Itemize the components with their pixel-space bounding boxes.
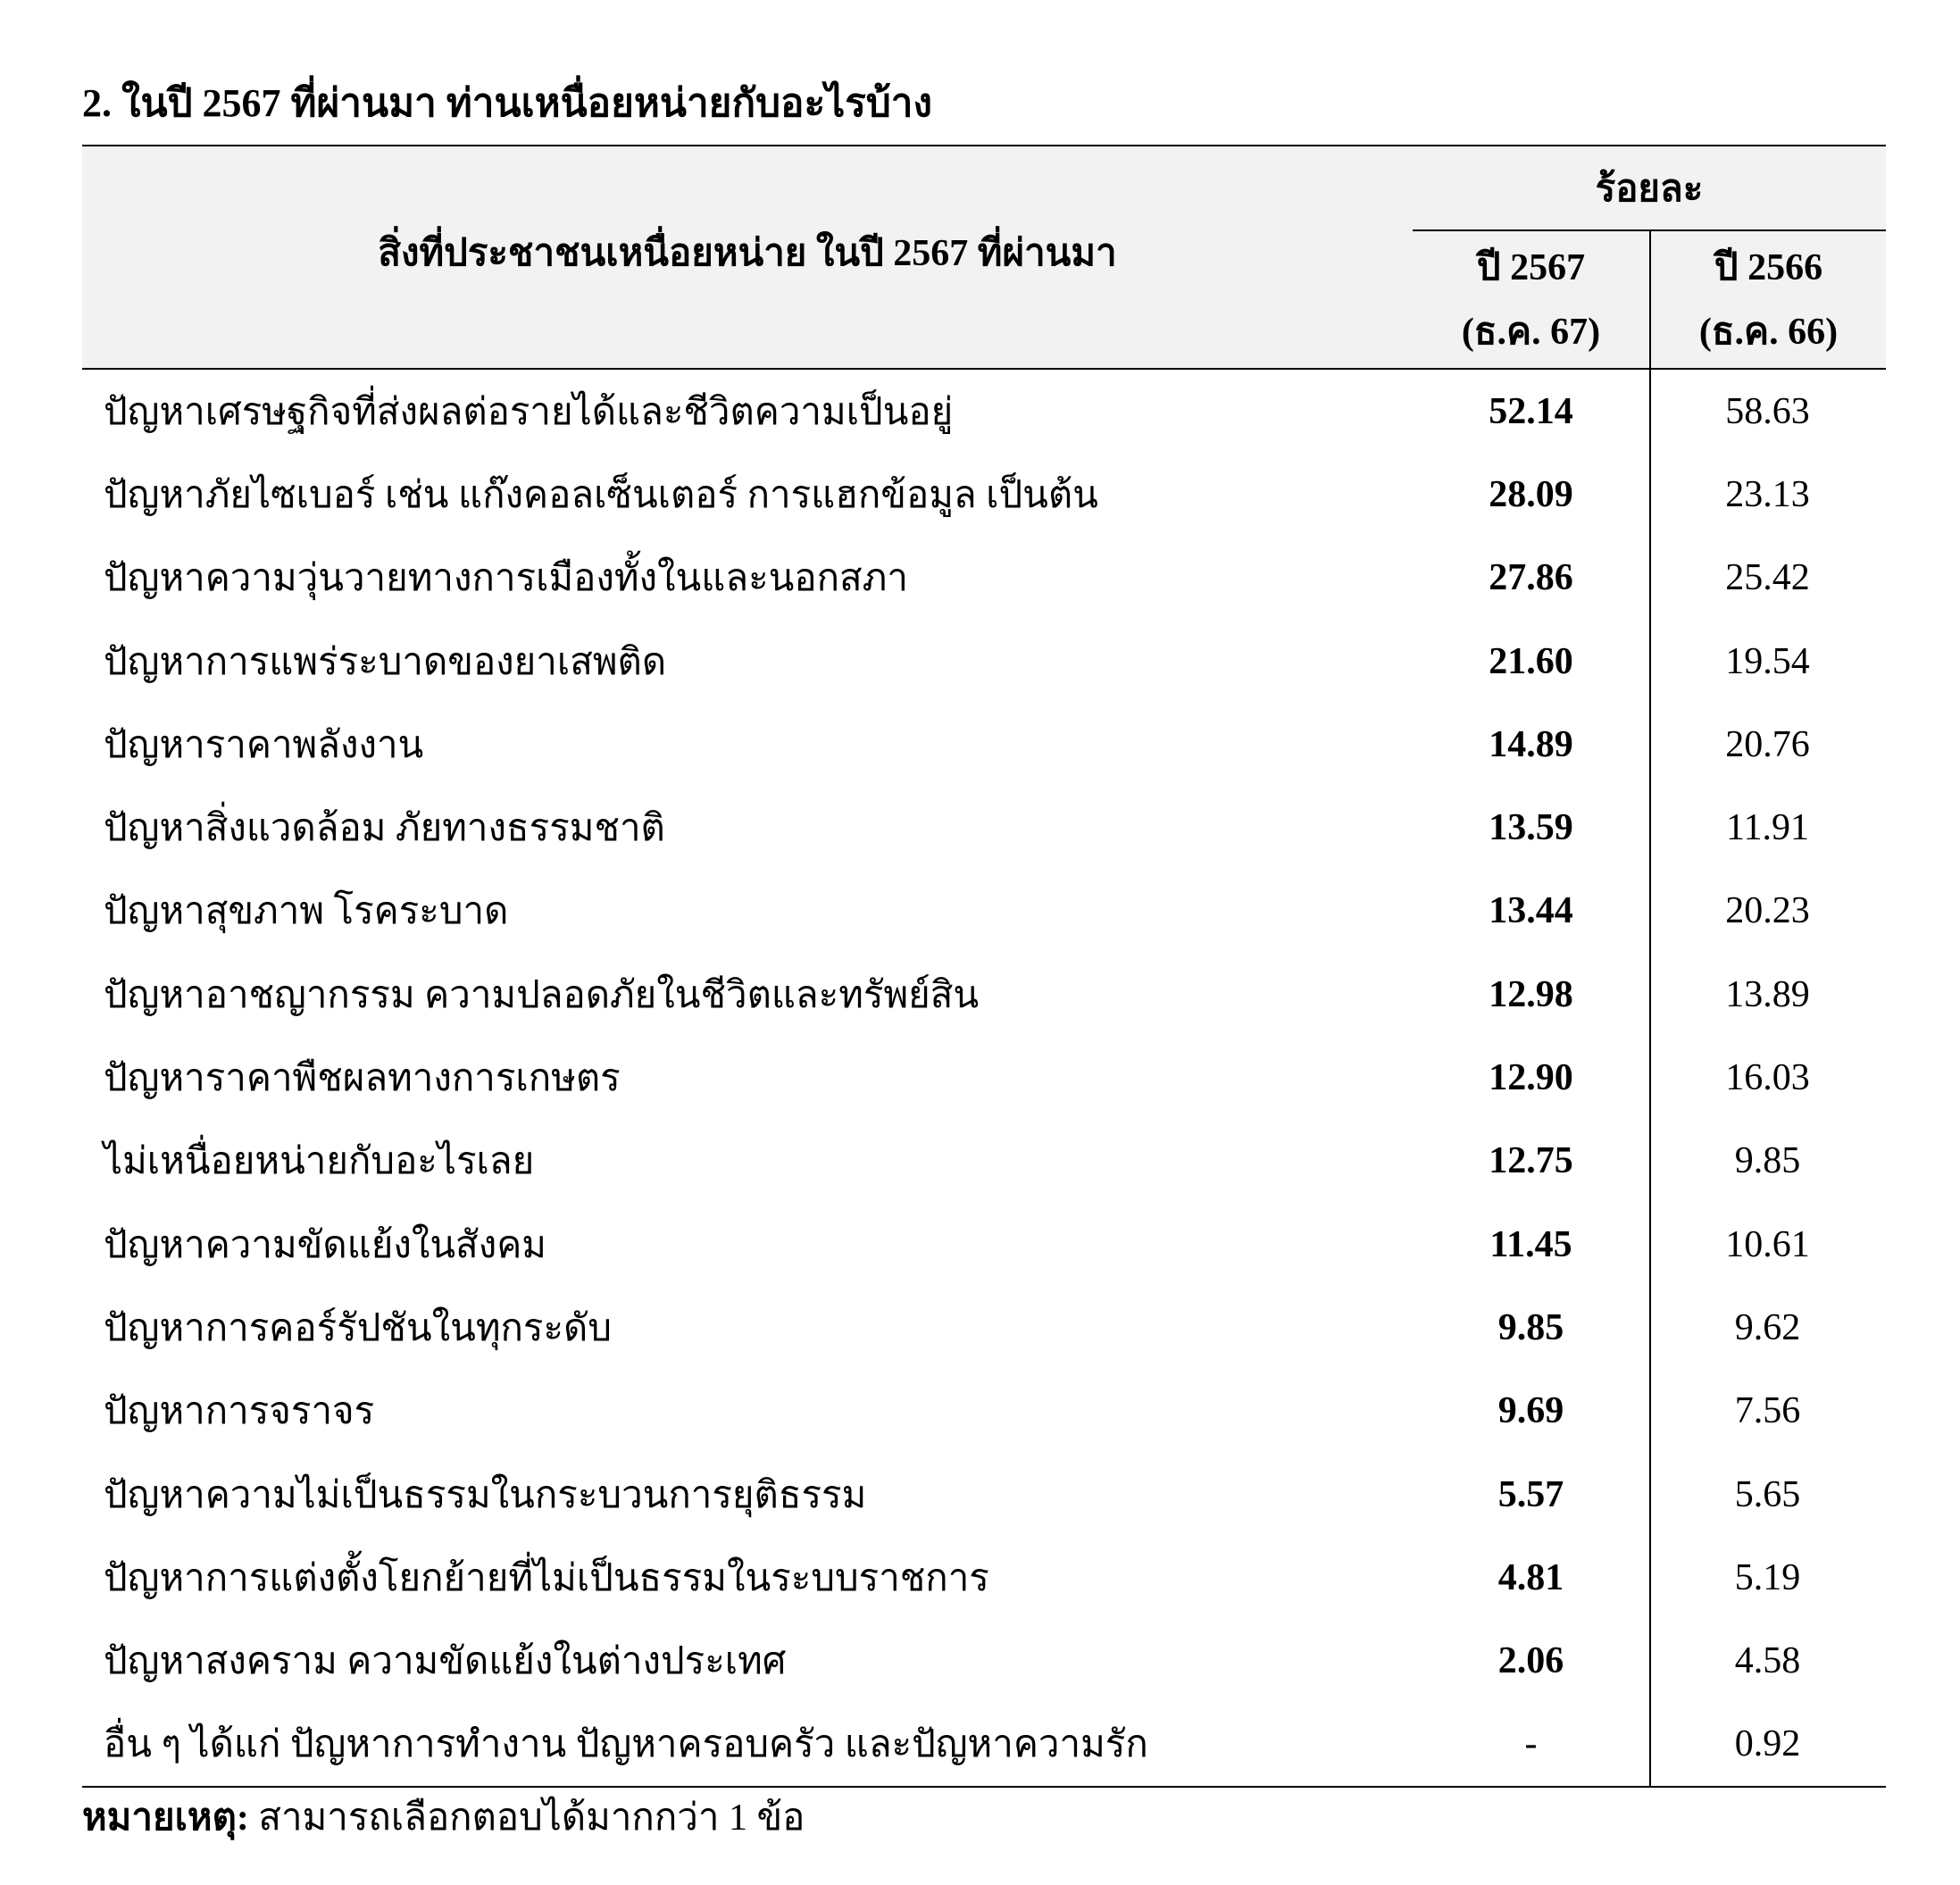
row-value-2567: 12.90 bbox=[1489, 1057, 1573, 1099]
table-row bbox=[82, 870, 1886, 953]
row-label: ปัญหาราคาพืชผลทางการเกษตร bbox=[104, 1058, 621, 1100]
row-label: ปัญหาการจราจร bbox=[104, 1391, 375, 1433]
survey-table bbox=[82, 145, 1886, 1788]
table-row bbox=[82, 953, 1886, 1036]
row-value-2566: 0.92 bbox=[1734, 1723, 1801, 1765]
table-row bbox=[82, 1120, 1886, 1203]
row-label: ปัญหาการคอร์รัปชันในทุกระดับ bbox=[104, 1307, 612, 1349]
row-value-2566: 20.23 bbox=[1725, 890, 1810, 932]
table-row bbox=[82, 1703, 1886, 1786]
row-value-2567: 2.06 bbox=[1497, 1640, 1564, 1682]
table-row bbox=[82, 703, 1886, 786]
header-year-2566-period: (ธ.ค. 66) bbox=[1698, 311, 1839, 353]
row-value-2566: 58.63 bbox=[1725, 390, 1810, 432]
row-label: ปัญหาความวุ่นวายทางการเมืองทั้งในและนอกสภา bbox=[104, 558, 908, 600]
row-value-2567: 5.57 bbox=[1497, 1473, 1564, 1515]
table-row bbox=[82, 537, 1886, 620]
row-value-2566: 10.61 bbox=[1725, 1223, 1810, 1265]
table-body bbox=[82, 370, 1886, 1786]
row-value-2566: 23.13 bbox=[1725, 473, 1810, 515]
table-header bbox=[82, 146, 1886, 370]
row-value-2566: 25.42 bbox=[1725, 557, 1810, 599]
row-label: ปัญหาสุขภาพ โรคระบาด bbox=[104, 891, 509, 933]
header-year-2566-label: ปี 2566 bbox=[1714, 246, 1823, 288]
row-value-2567: 4.81 bbox=[1497, 1556, 1564, 1598]
table-row bbox=[82, 1036, 1886, 1119]
row-label: อื่น ๆ ได้แก่ ปัญหาการทำงาน ปัญหาครอบครัว และปัญหาความรัก bbox=[104, 1724, 1148, 1766]
row-label: ปัญหาการแต่งตั้งโยกย้ายที่ไม่เป็นธรรมในระบบราชการ bbox=[104, 1557, 989, 1599]
header-year-2567 bbox=[1413, 231, 1649, 368]
footnote bbox=[82, 1791, 805, 1845]
table-row bbox=[82, 1619, 1886, 1702]
row-value-2567: 9.69 bbox=[1497, 1390, 1564, 1432]
row-label: ปัญหาสงคราม ความขัดแย้งในต่างประเทศ bbox=[104, 1641, 787, 1683]
header-percent-group: ร้อยละ bbox=[1413, 146, 1886, 231]
header-year-2567-label: ปี 2567 bbox=[1476, 246, 1586, 288]
header-year-2566 bbox=[1649, 231, 1886, 368]
row-label: ปัญหาการแพร่ระบาดของยาเสพติด bbox=[104, 641, 667, 683]
row-value-2567: 21.60 bbox=[1489, 640, 1573, 682]
row-value-2567: 11.45 bbox=[1489, 1223, 1572, 1265]
row-value-2566: 5.19 bbox=[1734, 1556, 1801, 1598]
row-label: ปัญหาเศรษฐกิจที่ส่งผลต่อรายได้และชีวิตความเป็นอยู่ bbox=[104, 391, 954, 433]
table-row bbox=[82, 1370, 1886, 1453]
row-label: ปัญหาสิ่งแวดล้อม ภัยทางธรรมชาติ bbox=[104, 808, 665, 850]
row-value-2567: 13.44 bbox=[1489, 890, 1573, 932]
table-row bbox=[82, 453, 1886, 536]
row-value-2566: 19.54 bbox=[1725, 640, 1810, 682]
row-value-2567: 12.98 bbox=[1489, 973, 1573, 1015]
row-label: ปัญหาความไม่เป็นธรรมในกระบวนการยุติธรรม bbox=[104, 1474, 867, 1516]
row-value-2566: 9.85 bbox=[1734, 1140, 1801, 1182]
row-value-2567: - bbox=[1524, 1723, 1538, 1765]
row-value-2567: 52.14 bbox=[1489, 390, 1573, 432]
row-value-2566: 16.03 bbox=[1725, 1057, 1810, 1099]
row-value-2567: 27.86 bbox=[1489, 557, 1573, 599]
row-label: ปัญหาความขัดแย้งในสังคม bbox=[104, 1224, 546, 1266]
row-value-2566: 5.65 bbox=[1734, 1473, 1801, 1515]
row-label: ปัญหาภัยไซเบอร์ เช่น แก๊งคอลเซ็นเตอร์ การแฮกข้อมูล เป็นต้น bbox=[104, 474, 1098, 516]
table-row bbox=[82, 620, 1886, 703]
footnote-text: สามารถเลือกตอบได้มากกว่า 1 ข้อ bbox=[248, 1797, 805, 1839]
table-row bbox=[82, 786, 1886, 869]
row-label: ปัญหาราคาพลังงาน bbox=[104, 724, 424, 766]
footnote-label: หมายเหตุ: bbox=[82, 1797, 249, 1839]
table-row bbox=[82, 1453, 1886, 1536]
row-value-2566: 7.56 bbox=[1734, 1390, 1801, 1432]
section-title: 2. ในปี 2567 ที่ผ่านมา ท่านเหนื่อยหน่ายกับอะไรบ้าง bbox=[82, 81, 932, 125]
row-label: ปัญหาอาชญากรรม ความปลอดภัยในชีวิตและทรัพย์สิน bbox=[104, 974, 980, 1016]
row-value-2567: 9.85 bbox=[1497, 1306, 1564, 1348]
row-value-2567: 12.75 bbox=[1489, 1140, 1573, 1182]
row-value-2567: 13.59 bbox=[1489, 807, 1573, 849]
table-row bbox=[82, 1286, 1886, 1369]
table-row bbox=[82, 1536, 1886, 1619]
row-value-2566: 11.91 bbox=[1726, 807, 1809, 849]
header-item-column: สิ่งที่ประชาชนเหนื่อยหน่าย ในปี 2567 ที่ผ่านมา bbox=[378, 233, 1117, 274]
table-row bbox=[82, 1203, 1886, 1286]
row-value-2566: 4.58 bbox=[1734, 1640, 1801, 1682]
row-value-2566: 9.62 bbox=[1734, 1306, 1801, 1348]
header-year-2567-period: (ธ.ค. 67) bbox=[1461, 311, 1601, 353]
row-value-2566: 20.76 bbox=[1725, 723, 1810, 765]
row-value-2567: 28.09 bbox=[1489, 473, 1573, 515]
row-value-2566: 13.89 bbox=[1725, 973, 1810, 1015]
row-label: ไม่เหนื่อยหน่ายกับอะไรเลย bbox=[104, 1141, 535, 1183]
row-value-2567: 14.89 bbox=[1489, 723, 1573, 765]
table-row bbox=[82, 370, 1886, 453]
